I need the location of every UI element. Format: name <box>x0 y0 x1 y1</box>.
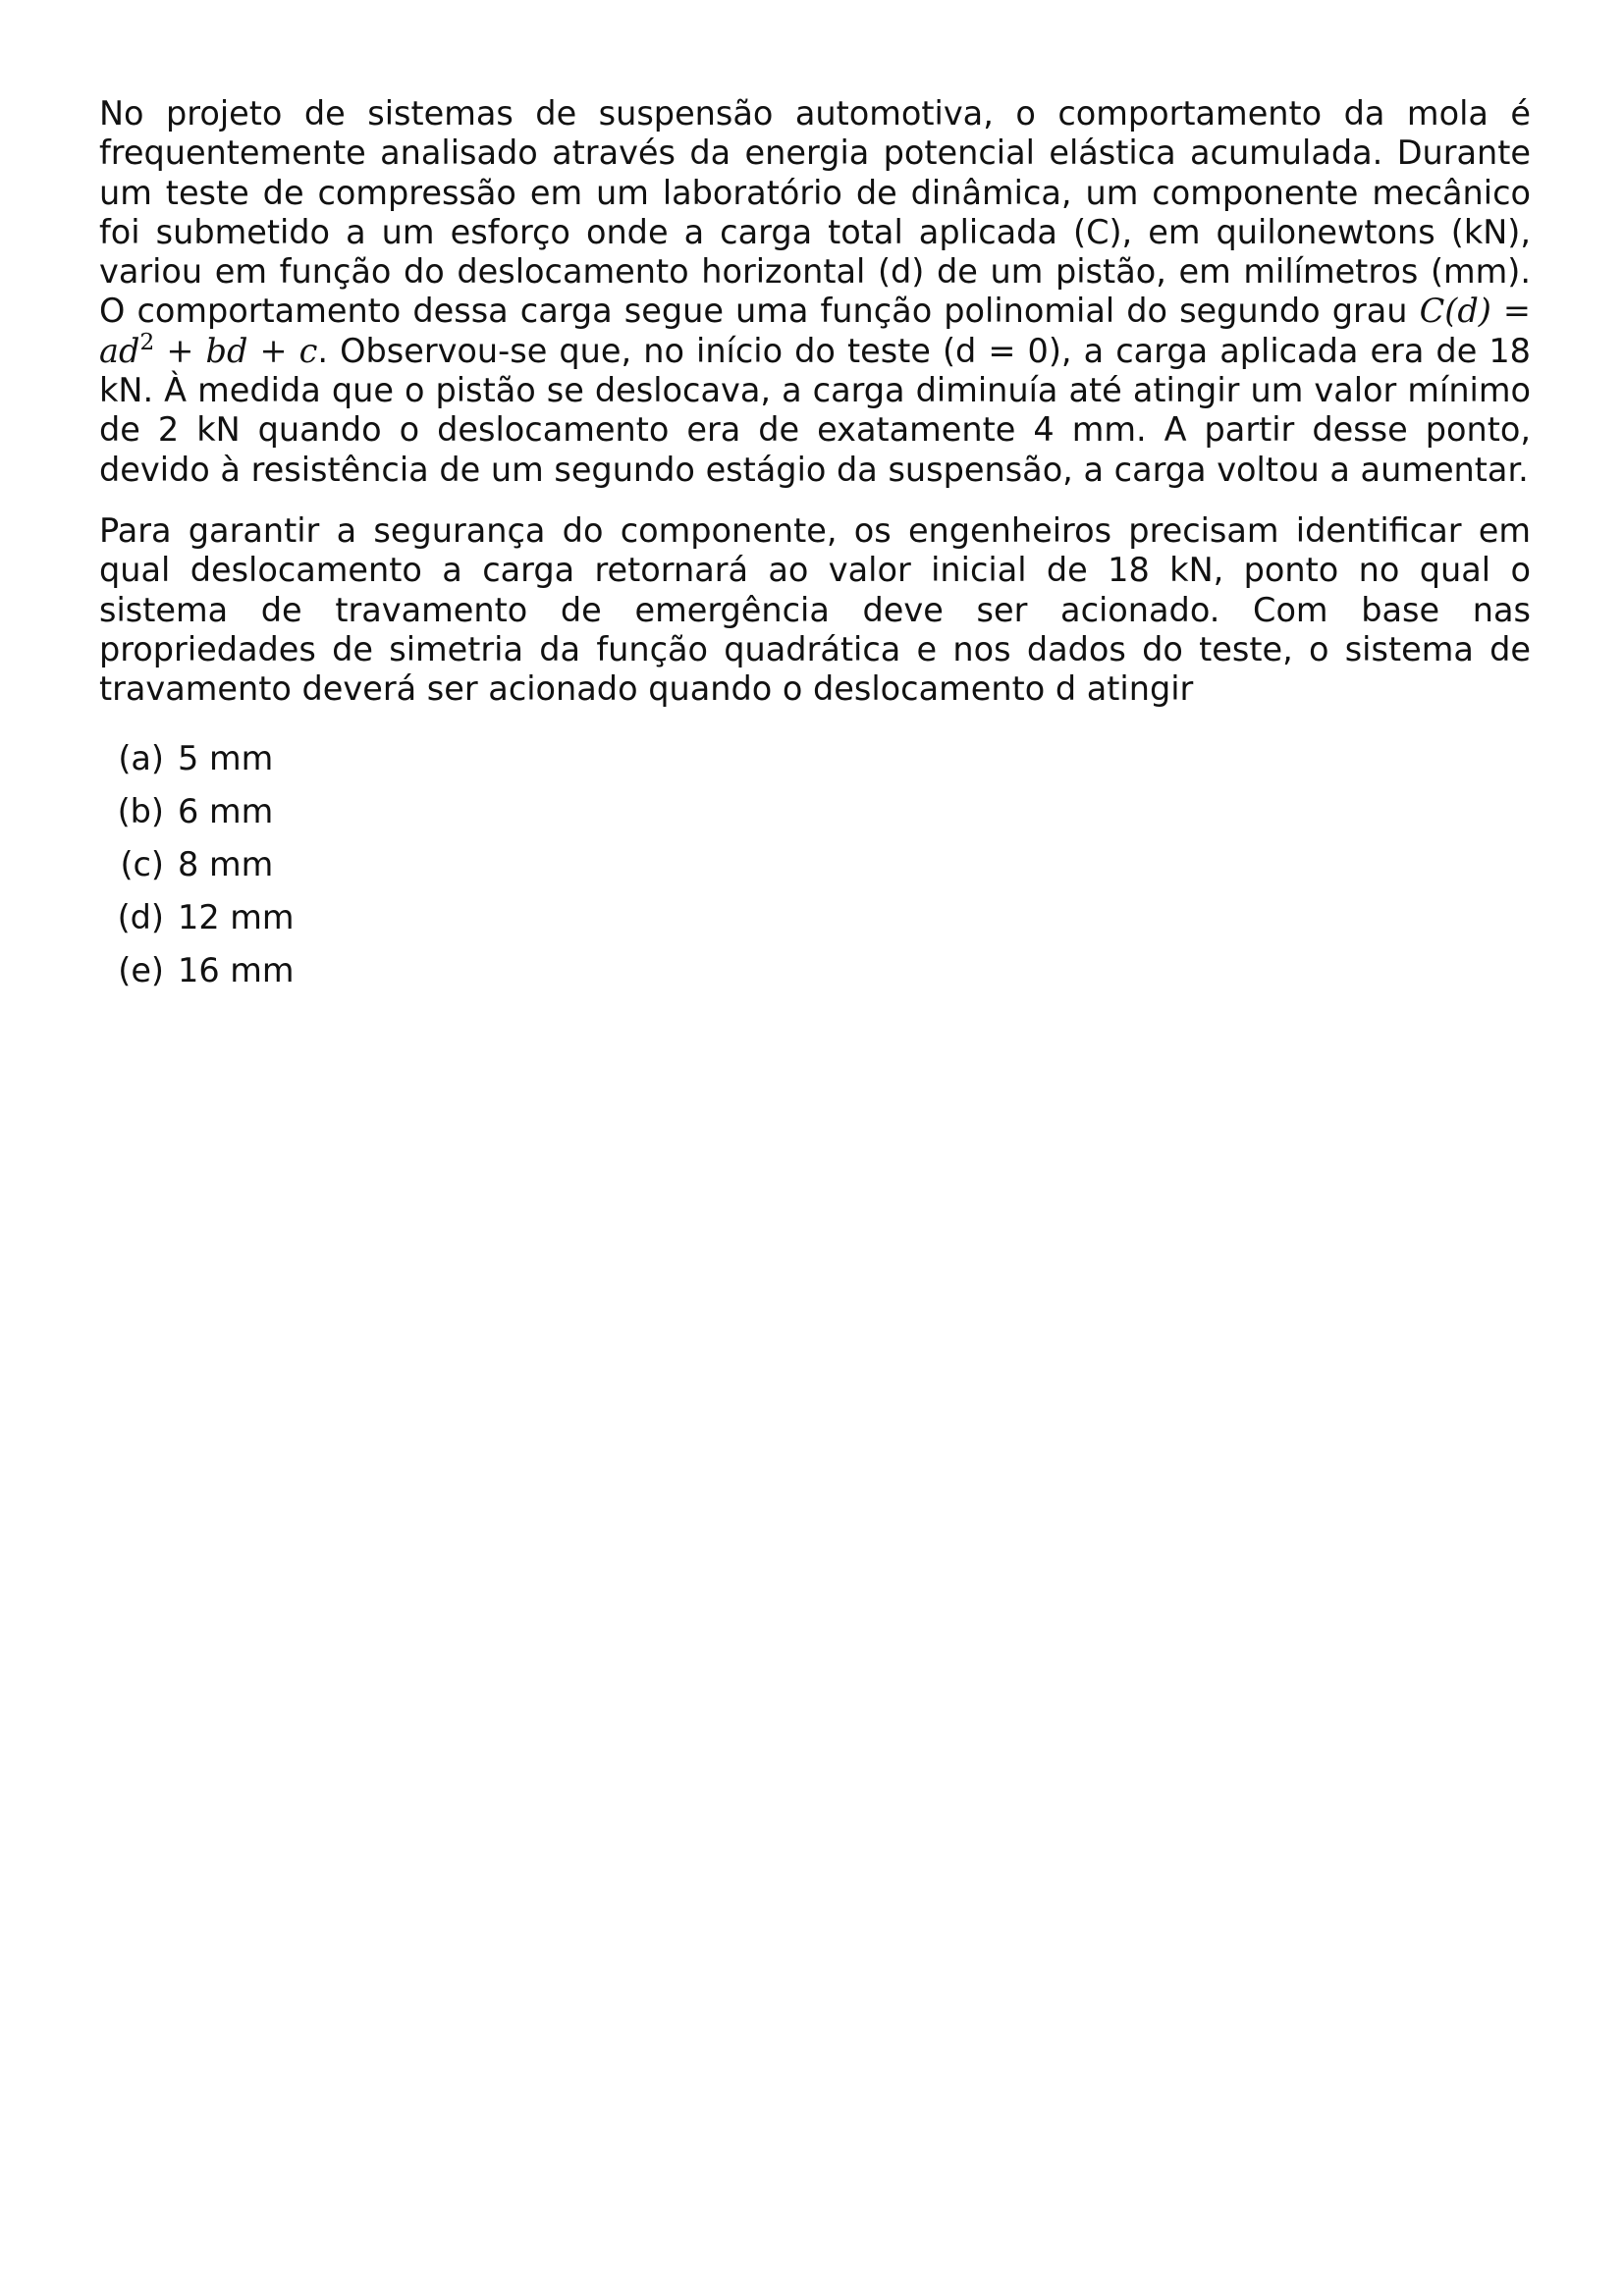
document-page <box>99 94 1531 1004</box>
option-letter: (e) <box>118 951 164 990</box>
option-text: 5 mm <box>178 739 274 778</box>
answer-option-c[interactable] <box>99 845 1531 898</box>
answer-option-e[interactable] <box>99 951 1531 1004</box>
option-letter: (d) <box>117 898 164 937</box>
option-letter: (c) <box>120 845 164 884</box>
question-paragraph-1 <box>99 94 1531 490</box>
option-letter: (b) <box>117 792 164 831</box>
answer-options-list <box>99 739 1531 1004</box>
paragraph-1-text-before-formula: No projeto de sistemas de suspensão automotiva, o comportamento da mola é frequentemente analisado através da energia potencial elástica acumulada. Durante um teste de compressão em um laboratório de dinâmica, um componente mecânico foi submetido a um esforço onde a carga total aplicada (C), em quilonewtons (kN), variou em função do deslocamento horizontal (d) de um pistão, em milímetros (mm). O comportamento dessa carga segue uma função polinomial do segundo grau <box>99 94 1531 331</box>
answer-option-a[interactable] <box>99 739 1531 792</box>
formula-lhs: C(d) = ad <box>99 292 1531 370</box>
option-text: 6 mm <box>178 792 274 831</box>
formula-rhs: + bd + c <box>154 331 318 370</box>
option-text: 16 mm <box>178 951 295 990</box>
option-text: 12 mm <box>178 898 295 937</box>
formula-exponent: 2 <box>139 327 155 355</box>
option-letter: (a) <box>118 739 164 778</box>
question-paragraph-2: Para garantir a segurança do componente, os engenheiros precisam identificar em qual deslocamento a carga retornará ao valor inicial de 18 kN, ponto no qual o sistema de travamento de emergência deve ser acionado. Com base nas propriedades de simetria da função quadrática e nos dados do teste, o sistema de travamento deverá ser acionado quando o deslocamento d atingir <box>99 510 1531 709</box>
option-text: 8 mm <box>178 845 274 884</box>
answer-option-d[interactable] <box>99 898 1531 951</box>
paragraph-1-text-after-formula: . Observou-se que, no início do teste (d = 0), a carga aplicada era de 18 kN. À medida que o pistão se deslocava, a carga diminuía até atingir um valor mínimo de 2 kN quando o deslocamento era de exatamente 4 mm. A partir desse ponto, devido à resistência de um segundo estágio da suspensão, a carga voltou a aumentar. <box>99 331 1531 489</box>
answer-option-b[interactable] <box>99 792 1531 845</box>
